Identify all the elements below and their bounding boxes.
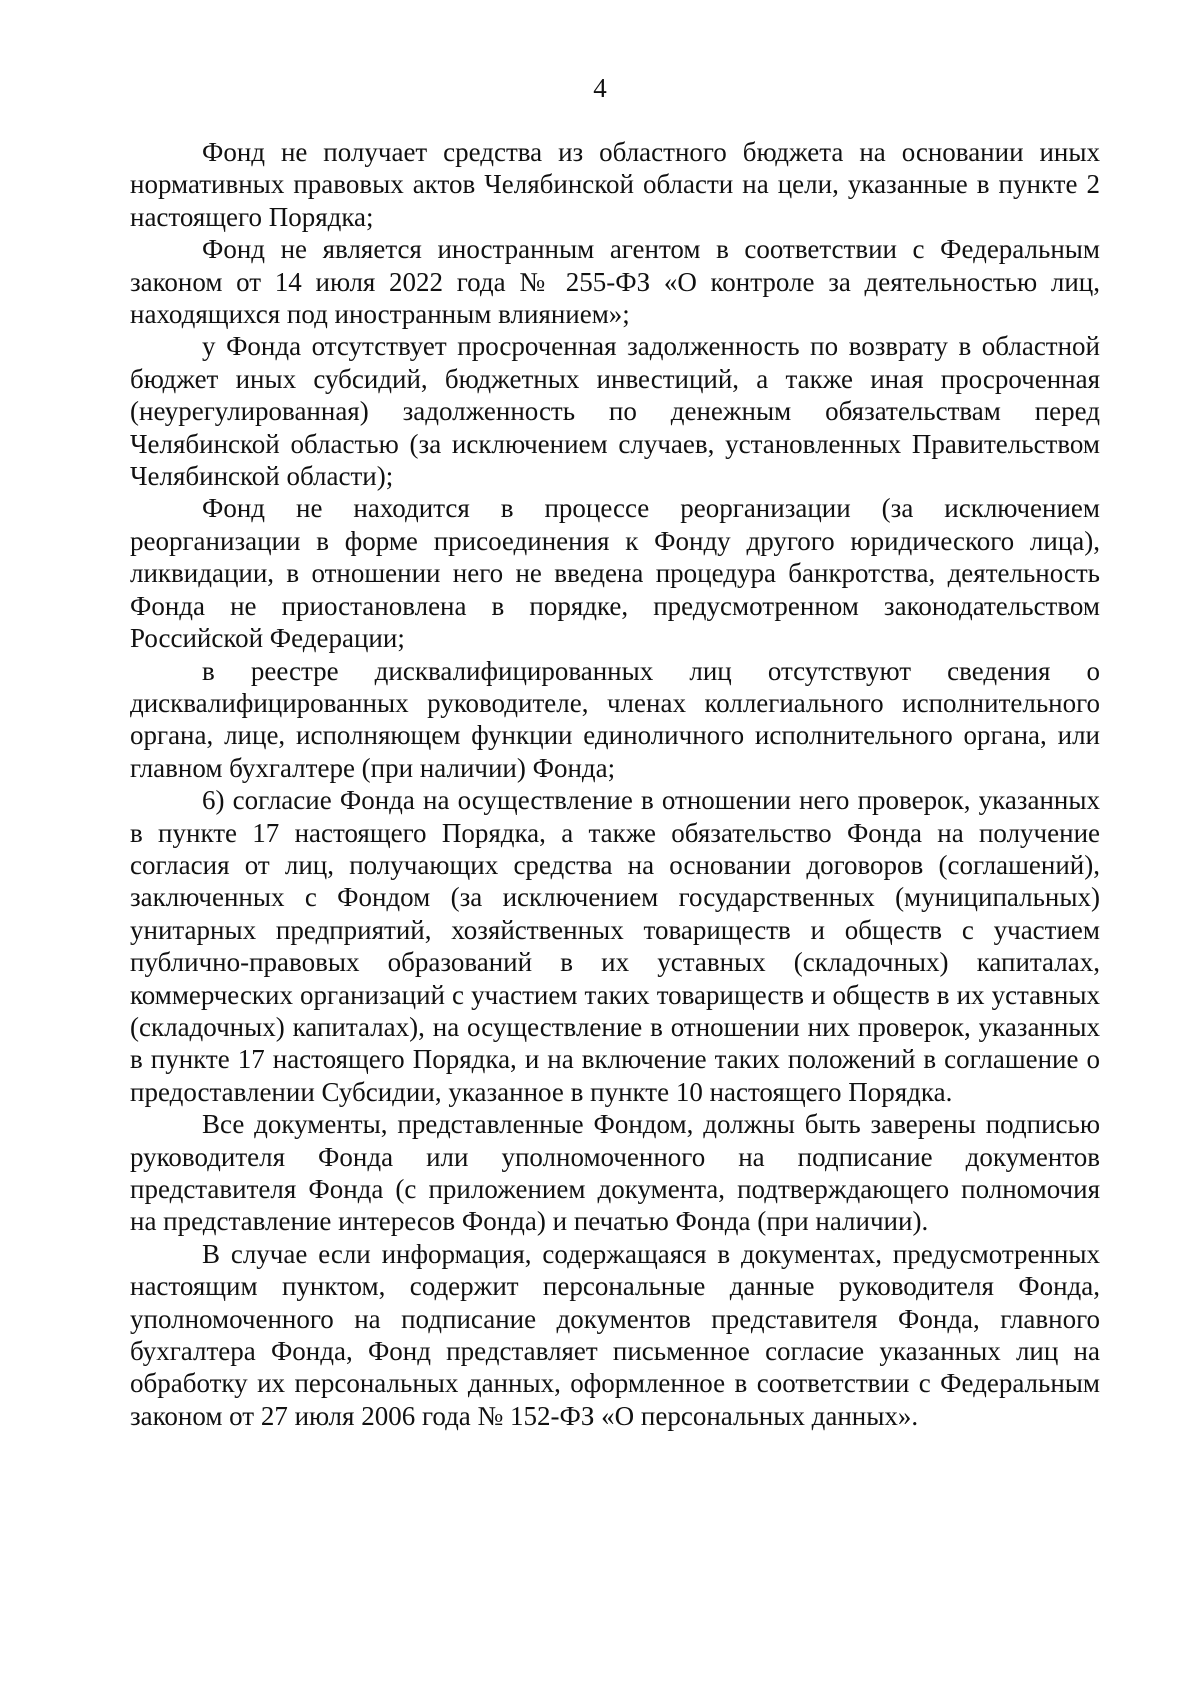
page-number: 4 bbox=[593, 73, 607, 103]
document-body bbox=[130, 136, 1100, 1432]
paragraph-documents-certification: Все документы, представленные Фондом, должны быть заверены подписью руководителя Фонда или уполномоченного на подписание документов представителя Фонда (с приложением документа, подтверждающего полномочия на представление интересов Фонда) и печатью Фонда (при наличии). bbox=[130, 1109, 1100, 1237]
paragraph-no-overdue-debt: у Фонда отсутствует просроченная задолженность по возврату в областной бюджет иных субсидий, бюджетных инвестиций, а также иная просроченная (неурегулированная) задолженность по денежным обязательствам перед Челябинской областью (за исключением случаев, установленных Правительством Челябинской области); bbox=[130, 331, 1100, 492]
paragraph-no-other-budget-funds: Фонд не получает средства из областного бюджета на основании иных нормативных правовых актов Челябинской области на цели, указанные в пункте 2 настоящего Порядка; bbox=[130, 137, 1100, 232]
paragraph-consent-to-inspections: 6) согласие Фонда на осуществление в отношении него проверок, указанных в пункте 17 настоящего Порядка, а также обязательство Фонда на получение согласия от лиц, получающих средства на основании договоров (соглашений), заключенных с Фондом (за исключением государственных (муниципальных) унитарных предприятий, хозяйственных товариществ и обществ с участием публично-правовых образований в их уставных (складочных) капиталах, коммерческих организаций с участием таких товариществ и обществ в их уставных (складочных) капиталах), на осуществление в отношении них проверок, указанных в пункте 17 настоящего Порядка, и на включение таких положений в соглашение о предоставлении Субсидии, указанное в пункте 10 настоящего Порядка. bbox=[130, 785, 1100, 1107]
paragraph-disqualified-persons-registry: в реестре дисквалифицированных лиц отсутствуют сведения о дисквалифицированных руководителе, членах коллегиального исполнительного органа, лице, исполняющем функции единоличного исполнительного органа, или главном бухгалтере (при наличии) Фонда; bbox=[130, 655, 1100, 783]
paragraph-personal-data-consent: В случае если информация, содержащаяся в документах, предусмотренных настоящим пунктом, содержит персональные данные руководителя Фонда, уполномоченного на подписание документов представителя Фонда, главного бухгалтера Фонда, Фонд представляет письменное согласие указанных лиц на обработку их персональных данных, оформленное в соответствии с Федеральным законом от 27 июля 2006 года № 152-ФЗ «О персональных данных». bbox=[130, 1238, 1100, 1431]
paragraph-not-foreign-agent: Фонд не является иностранным агентом в соответствии с Федеральным законом от 14 июля 2022 года № 255-ФЗ «О контроле за деятельностью лиц, находящихся под иностранным влиянием»; bbox=[130, 234, 1100, 330]
paragraph-not-in-reorganization: Фонд не находится в процессе реорганизации (за исключением реорганизации в форме присоединения к Фонду другого юридического лица), ликвидации, в отношении него не введена процедура банкротства, деятельность Фонда не приостановлена в порядке, предусмотренном законодательством Российской Федерации; bbox=[130, 493, 1100, 654]
